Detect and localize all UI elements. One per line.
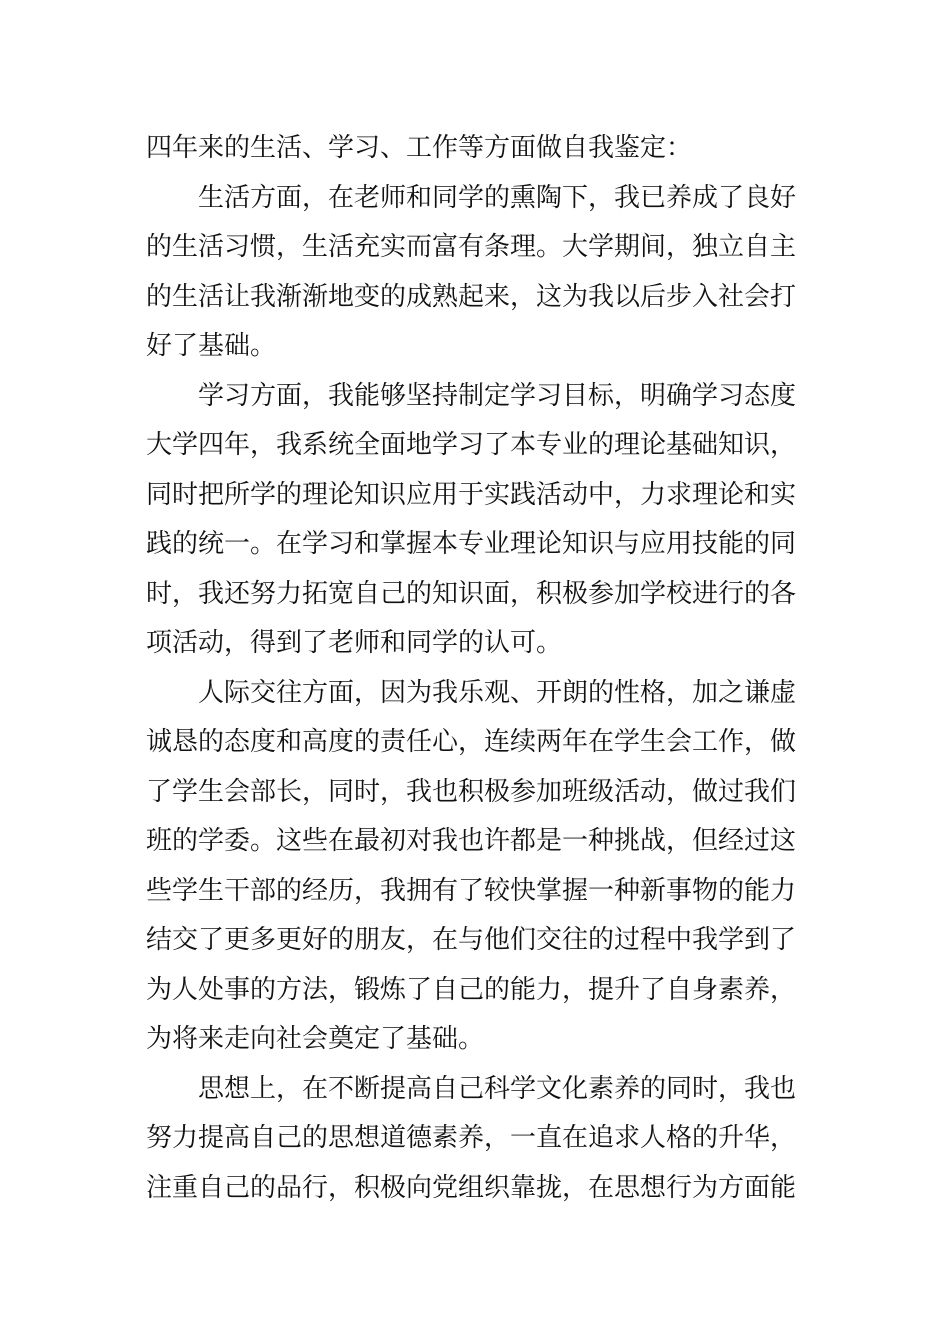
paragraph-first-line: 思想上，在不断提高自己科学文化素养的同时，我也 <box>198 1073 797 1104</box>
text-line: 践的统一。在学习和掌握本专业理论知识与应用技能的同 <box>146 529 797 559</box>
text-line: 大学四年，我系统全面地学习了本专业的理论基础知识， <box>146 430 797 460</box>
text-line: 努力提高自己的思想道德素养，一直在追求人格的升华， <box>146 1123 797 1153</box>
text-line: 的生活习惯，生活充实而富有条理。大学期间，独立自主 <box>146 232 797 262</box>
text-line: 为人处事的方法，锻炼了自己的能力，提升了自身素养， <box>146 974 797 1005</box>
text-line: 了学生会部长，同时，我也积极参加班级活动，做过我们 <box>146 776 797 807</box>
text-line: 结交了更多更好的朋友，在与他们交往的过程中我学到了 <box>146 925 797 955</box>
text-line: 为将来走向社会奠定了基础。 <box>146 1024 485 1054</box>
text-line: 些学生干部的经历，我拥有了较快掌握一种新事物的能力 <box>146 875 797 906</box>
paragraph-first-line: 生活方面，在老师和同学的熏陶下，我已养成了良好 <box>198 182 797 213</box>
text-line: 同时把所学的理论知识应用于实践活动中，力求理论和实 <box>146 479 797 510</box>
paragraph-first-line: 人际交往方面，因为我乐观、开朗的性格，加之谦虚 <box>198 677 797 708</box>
body-text <box>146 124 816 1213</box>
text-line: 时，我还努力拓宽自己的知识面，积极参加学校进行的各 <box>146 578 797 609</box>
text-line: 班的学委。这些在最初对我也许都是一种挑战，但经过这 <box>146 826 797 856</box>
text-line: 四年来的生活、学习、工作等方面做自我鉴定： <box>146 133 693 163</box>
text-line: 好了基础。 <box>146 331 277 361</box>
text-line: 诚恳的态度和高度的责任心，连续两年在学生会工作，做 <box>146 727 797 757</box>
text-line: 注重自己的品行，积极向党组织靠拢，在思想行为方面能 <box>146 1172 797 1203</box>
text-line: 的生活让我渐渐地变的成熟起来，这为我以后步入社会打 <box>146 281 797 312</box>
text-line: 项活动，得到了老师和同学的认可。 <box>146 628 563 658</box>
paragraph-first-line: 学习方面，我能够坚持制定学习目标，明确学习态度 <box>198 380 797 411</box>
